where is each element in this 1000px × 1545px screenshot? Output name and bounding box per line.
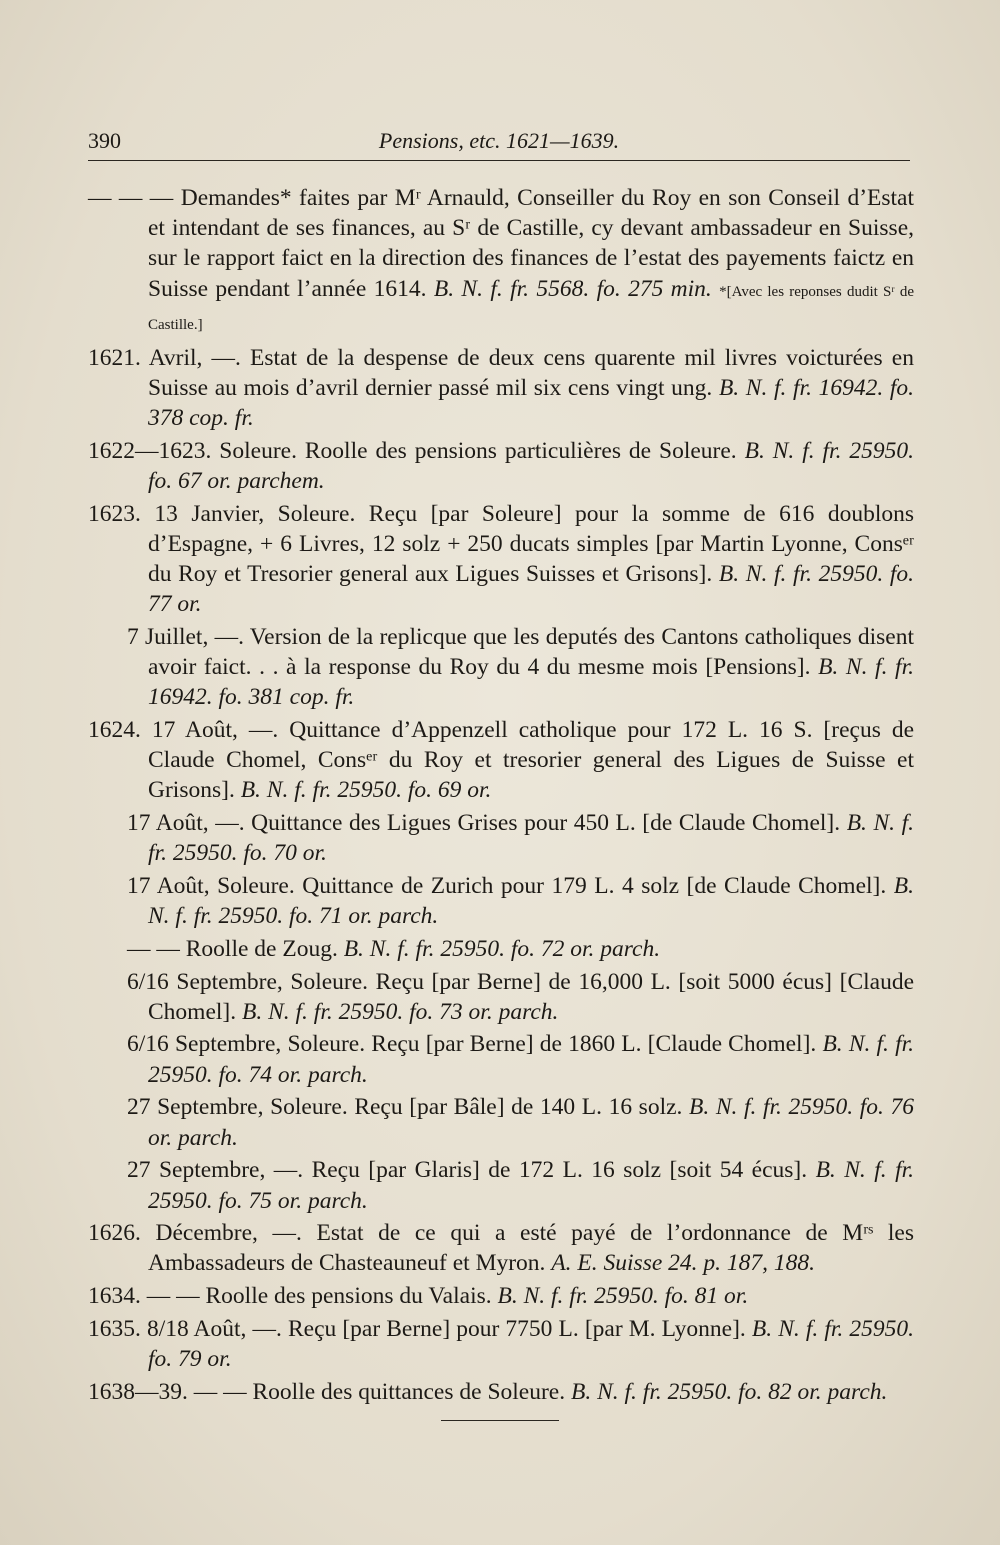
entry-text: Septembre, Soleure. Reçu [par Berne] de 16,000 L. [soit 5000 écus] [Claude Chomel]. [148, 968, 915, 1025]
entry [88, 1218, 914, 1278]
entry-text: Septembre, Soleure. Reçu [par Berne] de 1860 L. [Claude Chomel]. [174, 1031, 817, 1058]
entry [88, 1029, 914, 1089]
entry-text: Avril, —. Estat de la despense de deux cens quarente mil livres voicturées en Suisse au mois d’avril dernier passé mil six cens vingt ung. [148, 344, 914, 401]
entry-reference: B. N. f. fr. 25950. fo. 71 or. parch. [148, 872, 914, 930]
entry-reference: B. N. f. fr. 25950. fo. 79 or. [148, 1315, 915, 1373]
entry-lead: 1624. [88, 716, 141, 743]
entry-lead: 1623. [88, 500, 141, 527]
entry-note: *[Avec les reponses dudit Sʳ de Castille.] [148, 283, 914, 333]
entry-lead: 17 [127, 810, 151, 837]
entry [88, 808, 914, 868]
entry-text: — — Roolle des quittances de Soleure. [193, 1378, 566, 1405]
entry-text: Soleure. Roolle des pensions particulières de Soleure. [219, 437, 737, 464]
entry-reference: B. N. f. fr. 25950. fo. 81 or. [497, 1283, 749, 1310]
entry-text: 13 Janvier, Soleure. Reçu [par Soleure] pour la somme de 616 doublons d’Espagne, + 6 Livres, 12 solz + 250 ducats simples [par Martin Lyonne, Consᵉʳ du Roy et Tresorier general aux Ligues Suisses et Grisons]. [148, 500, 914, 587]
entry [88, 715, 914, 806]
entry-text: Roolle de Zoug. [185, 935, 338, 962]
entry-reference: B. N. f. fr. 25950. fo. 73 or. parch. [242, 998, 559, 1025]
running-title: Pensions, etc. 1621—1639. [378, 128, 620, 153]
entry [88, 183, 914, 340]
entry-lead: 1635. [88, 1315, 141, 1342]
header-rule [88, 160, 910, 161]
entry-text: Décembre, —. Estat de ce qui a esté payé de l’ordonnance de Mʳˢ les Ambassadeurs de Chasteauneuf et Myron. [148, 1220, 914, 1277]
entry [88, 1377, 914, 1407]
entry [88, 967, 914, 1027]
entry-reference: B. N. f. fr. 25950. fo. 75 or. parch. [148, 1157, 915, 1214]
entry-text: — — Roolle des pensions du Valais. [146, 1283, 492, 1310]
entry-lead: 6/16 [127, 968, 169, 995]
entry-lead: 7 [127, 623, 139, 650]
page-number: 390 [88, 128, 121, 153]
entry [88, 1314, 914, 1374]
entry-text: Septembre, —. Reçu [par Glaris] de 172 L. 16 solz [soit 54 écus]. [158, 1157, 808, 1184]
entry-reference: B. N. f. fr. 25950. fo. 70 or. [148, 810, 914, 867]
entry [88, 499, 914, 620]
entry [88, 1155, 914, 1215]
entry [88, 934, 914, 964]
entry-reference: B. N. f. fr. 16942. fo. 378 cop. fr. [148, 374, 914, 431]
entry-list [88, 183, 914, 1409]
entry-lead: 1622—1623. [88, 437, 212, 464]
entry [88, 622, 914, 713]
entry [88, 436, 914, 496]
entry-text: Demandes* faites par Mʳ Arnauld, Conseiller du Roy en son Conseil d’Estat et intendant de ses finances, au Sʳ de Castille, cy devant ambassadeur en Suisse, sur le rapport faict en la direction des finances de l’estat des payements faictz en Suisse pendant l’année 1614. [148, 185, 915, 302]
end-rule [441, 1420, 559, 1421]
entry-text: 8/18 Août, —. Reçu [par Berne] pour 7750 L. [par M. Lyonne]. [146, 1315, 746, 1342]
entry-text: Août, Soleure. Quittance de Zurich pour 179 L. 4 solz [de Claude Chomel]. [156, 872, 887, 899]
entry [88, 871, 914, 931]
entry-text: Septembre, Soleure. Reçu [par Bâle] de 140 L. 16 solz. [157, 1094, 683, 1121]
entry-lead: 27 [127, 1157, 151, 1184]
entry [88, 1092, 914, 1152]
entry-lead: — — — [88, 185, 174, 211]
entry-lead: 1626. [88, 1220, 141, 1247]
entry-reference: B. N. f. fr. 25950. fo. 67 or. parchem. [148, 437, 915, 494]
entry-reference: B. N. f. fr. 16942. fo. 381 cop. fr. [148, 654, 915, 711]
entry-lead: — — [127, 935, 180, 962]
entry-reference: B. N. f. fr. 25950. fo. 74 or. parch. [148, 1031, 915, 1088]
running-head [88, 128, 910, 158]
entry-reference: B. N. f. fr. 25950. fo. 77 or. [148, 560, 914, 618]
entry-reference: B. N. f. fr. 25950. fo. 82 or. parch. [570, 1378, 888, 1405]
entry-lead: 1634. [88, 1283, 141, 1310]
entry-text: Août, —. Quittance des Ligues Grises pour 450 L. [de Claude Chomel]. [155, 810, 841, 837]
entry-text: 17 Août, —. Quittance d’Appenzell catholique pour 172 L. 16 S. [reçus de Claude Chomel, Consᵉʳ du Roy et tresorier general des Ligues de Suisse et Grisons]. [148, 716, 915, 804]
entry [88, 343, 914, 434]
entry [88, 1281, 914, 1311]
entry-reference: B. N. f. fr. 25950. fo. 69 or. [240, 777, 492, 804]
entry-reference: B. N. f. fr. 25950. fo. 72 or. parch. [343, 935, 661, 962]
entry-reference: A. E. Suisse 24. p. 187, 188. [551, 1250, 816, 1277]
entry-lead: 17 [127, 872, 151, 899]
entry-reference: B. N. f. fr. 25950. fo. 76 or. parch. [148, 1094, 915, 1151]
entry-text: Juillet, —. Version de la replicque que les deputés des Cantons catholiques disent avoir faict. . . à la response du Roy du 4 du mesme mois [Pensions]. [145, 623, 915, 681]
entry-lead: 27 [127, 1094, 151, 1121]
entry-lead: 1638—39. [88, 1378, 188, 1405]
entry-lead: 1621. [88, 344, 141, 371]
entry-reference: B. N. f. fr. 5568. fo. 275 min. [433, 275, 712, 302]
entry-lead: 6/16 [127, 1031, 169, 1058]
